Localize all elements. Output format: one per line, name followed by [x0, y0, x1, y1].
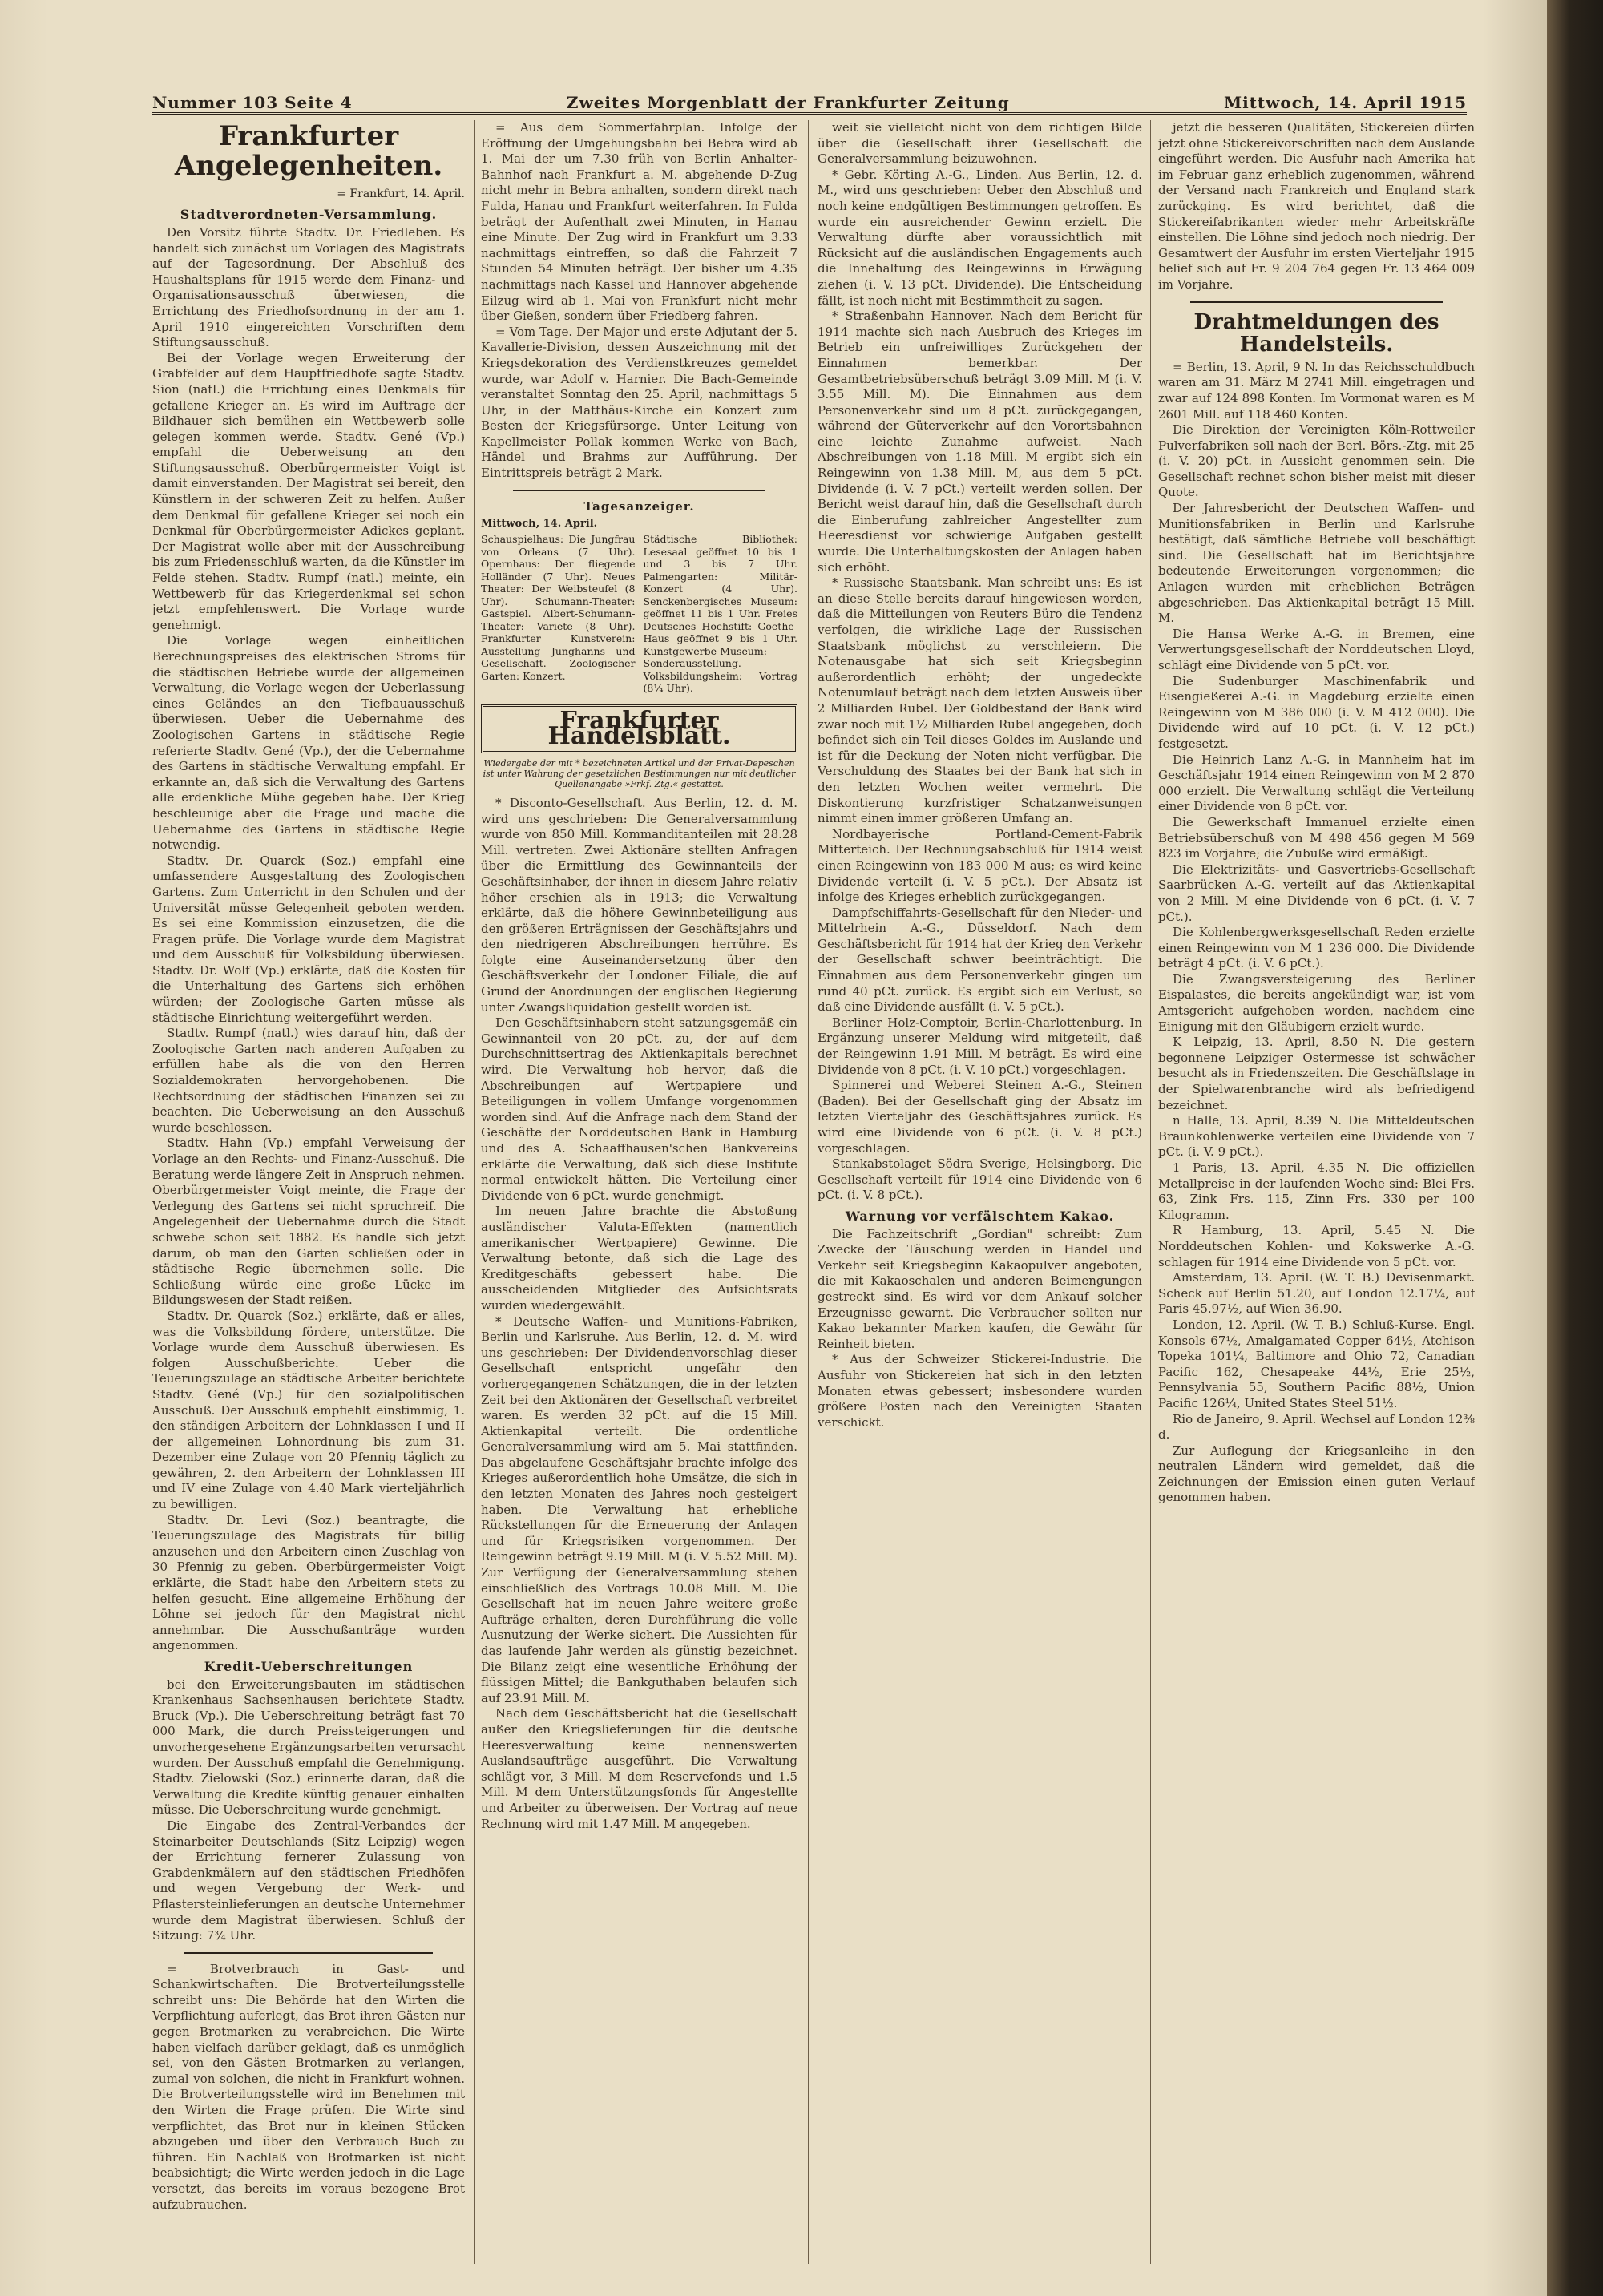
column-frankfurter-angelegenheiten: [152, 120, 465, 2264]
article-paragraph: Spinnerei und Weberei Steinen A.-G., Steinen (Baden). Bei der Gesellschaft ging der Absatz im letzten Vierteljahr des Geschäftsjahres zurück. Es wird eine Dividende von 6 pCt. (i. V. 8 pCt.) vorgeschlagen.: [818, 1078, 1142, 1156]
section-title: Drahtmeldungen des Handelsteils.: [1193, 309, 1439, 357]
article-paragraph: Der Jahresbericht der Deutschen Waffen- und Munitionsfabriken in Berlin und Karlsruhe bestätigt, daß sämtliche Betriebe voll beschäftigt sind. Die Gesellschaft hat im Berichtsjahre bedeutende Erweiterungen vorgenommen; die Anlagen wurden mit erheblichen Beträgen abgeschrieben. Das Aktienkapital beträgt 15 Mill. M.: [1158, 501, 1475, 626]
article-paragraph: jetzt die besseren Qualitäten, Stickereien dürfen jetzt ohne Stickereivorschriften nach dem Auslande eingeführt werden. Die Ausfuhr nach Amerika hat im Februar ganz erheblich zugenommen, während der Versand nach Frankreich und England stark zurückging. Es wird berichtet, daß die Stickereifabrikanten wieder mehr Arbeitskräfte einstellen. Die Löhne sind jedoch noch niedrig. Der Gesamtwert der Ausfuhr im ersten Vierteljahr 1915 belief sich auf Fr. 9 204 764 gegen Fr. 13 464 009 im Vorjahre.: [1158, 120, 1475, 292]
issue-date: Mittwoch, 14. April 1915: [1223, 93, 1467, 112]
article-paragraph: Stadtv. Dr. Quarck (Soz.) empfahl eine umfassendere Ausgestaltung des Zoologischen Gartens. Zum Unterricht in den Schulen und der Universität müsse Gelegenheit geboten werden. Es sei eine Kommission einzusetzen, die die Fragen prüfe. Die Vorlage wurde dem Magistrat und dem Ausschuß für Volksbildung überwiesen. Stadtv. Dr. Wolf (Vp.) erklärte, daß die Kosten für die Unterhaltung des Gartens sich erhöhen würden; der Zoologische Garten müsse als städtische Einrichtung weitergeführt werden.: [152, 853, 465, 1025]
article-paragraph: * Gebr. Körting A.-G., Linden. Aus Berlin, 12. d. M., wird uns geschrieben: Ueber den Abschluß und noch keine endgültigen Bestimmungen getroffen. Es wurde ein ausreichender Gewinn erzielt. Die Verwaltung dürfte aber voraussichtlich mit Rücksicht auf die ausländischen Engagements auch die Innehaltung des Reingewinns in Erwägung ziehen (i. V. 13 pCt. Dividende). Die Entscheidung fällt, ist noch nicht mit Bestimmtheit zu sagen.: [818, 167, 1142, 308]
article-paragraph: K Leipzig, 13. April, 8.50 N. Die gestern begonnene Leipziger Ostermesse ist schwächer besucht als in Friedenszeiten. Die Geschäftslage in der Spielwarenbranche wird als befriedigend bezeichnet.: [1158, 1035, 1475, 1112]
article-paragraph: Die Eingabe des Zentral-Verbandes der Steinarbeiter Deutschlands (Sitz Leipzig) wegen der Errichtung fernerer Zulassung von Grabdenkmälern auf den städtischen Friedhöfen und wegen Vergebung der Werk- und Pflastersteinlieferungen an deutsche Unternehmer wurde dem Magistrat überwiesen. Schluß der Sitzung: 7¾ Uhr.: [152, 1818, 465, 1943]
article-paragraph: * Disconto-Gesellschaft. Aus Berlin, 12. d. M. wird uns geschrieben: Die Generalversammlung wurde von 850 Mill. Kommanditanteilen mit 28.28 Mill. vertreten. Zwei Aktionäre stellten Anfragen über die Ermittlung des Gewinnanteils der Geschäftsinhaber, der ihnen in diesem Jahre relativ höher erschien als in 1913; die Verwaltung erklärte, daß die höhere Gewinnbeteiligung aus den größeren Erträgnissen der Geschäftsjahrs und den niedrigeren Abschreibungen herrühre. Es folgte eine Auseinandersetzung über den Geschäftsverkehr der Londoner Filiale, die auf Grund der Anordnungen der englischen Regierung unter Zwangsliquidation gestellt worden ist.: [481, 795, 797, 1015]
tagesanzeiger-listing: [481, 533, 797, 695]
article-paragraph: Die Kohlenbergwerksgesellschaft Reden erzielte einen Reingewinn von M 1 236 000. Die Dividende beträgt 4 pCt. (i. V. 6 pCt.).: [1158, 925, 1475, 971]
article-paragraph: Den Vorsitz führte Stadtv. Dr. Friedleben. Es handelt sich zunächst um Vorlagen des Magistrats auf der Tagesordnung. Der Abschluß des Haushaltsplans für 1915 werde dem Finanz- und Organisationsausschuß überwiesen, die Errichtung des Friedhofsordnung in der am 1. April 1910 eingereichten Vorschriften dem Stiftungsausschuß.: [152, 224, 465, 350]
article-paragraph: Die Zwangsversteigerung des Berliner Eispalastes, die bereits angekündigt war, ist vom Amtsgericht aufgehoben worden, nachdem eine Einigung mit den Gläubigern erzielt wurde.: [1158, 971, 1475, 1034]
article-paragraph: Stadtv. Hahn (Vp.) empfahl Verweisung der Vorlage an den Rechts- und Finanz-Ausschuß. Die Beratung werde längere Zeit in Anspruch nehmen. Oberbürgermeister Voigt meinte, die Frage der Verlegung des Gartens sei nicht spruchreif. Die Angelegenheit der Uebernahme durch die Stadt schwebe schon seit 1882. Es handle sich jetzt darum, ob man den Garten schließen oder in städtische Regie übernehmen solle. Die Schließung würde eine große Lücke im Bildungswesen der Stadt reißen.: [152, 1136, 465, 1308]
tagesanzeiger-right: Städtische Bibliothek: Lesesaal geöffnet 10 bis 1 und 3 bis 7 Uhr. Palmengarten: Militär-Konzert (4 Uhr). Senckenbergisches Museum: geöffnet 11 bis 1 Uhr. Freies Deutsches Hochstift: Goethe-Haus geöffnet 9 bis 1 Uhr. Kunstgewerbe-Museum: Sonderausstellung. Volksbildungsheim: Vortrag (8¼ Uhr).: [643, 533, 797, 695]
article-paragraph: = Vom Tage. Der Major und erste Adjutant der 5. Kavallerie-Division, dessen Auszeichnung mit der Kriegsdekoration des Verdienstkreuzes gemeldet wurde, war Adolf v. Harnier. Die Bach-Gemeinde veranstaltet Sonntag den 25. April, nachmittags 5 Uhr, in der Matthäus-Kirche ein Konzert zum Besten der Kriegsfürsorge. Unter Leitung von Kapellmeister Pollak kommen Werke von Bach, Händel und Brahms zur Aufführung. Der Eintrittspreis beträgt 2 Mark.: [481, 324, 797, 481]
article-paragraph: Die Heinrich Lanz A.-G. in Mannheim hat im Geschäftsjahr 1914 einen Reingewinn von M 2 870 000 erzielt. Die Verwaltung schlägt die Verteilung einer Dividende von 8 pCt. vor.: [1158, 752, 1475, 814]
article-paragraph: Stadtv. Rumpf (natl.) wies darauf hin, daß der Zoologische Garten nach anderen Aufgaben zu erfüllen habe als die von den Herren Sozialdemokraten hervorgehobenen. Die Rechtsordnung der städtischen Finanzen sei zu beachten. Die Ueberweisung an den Ausschuß wurde beschlossen.: [152, 1026, 465, 1135]
article-paragraph: * Aus der Schweizer Stickerei-Industrie. Die Ausfuhr von Stickereien hat sich in den letzten Monaten etwas gebessert; insbesondere wurden größere Posten nach den Vereinigten Staaten verschickt.: [818, 1352, 1142, 1430]
article-paragraph: Die Vorlage wegen einheitlichen Berechnungspreises des elektrischen Stroms für die städtischen Betriebe wurde der allgemeinen Verwaltung, die Vorlage wegen der Ueberlassung eines Geländes an den Tiefbauausschuß überwiesen. Ueber die Uebernahme des Zoologischen Gartens in städtische Regie referierte Stadtv. Gené (Vp.), der die Uebernahme des Gartens in städtische Verwaltung empfahl. Er erkannte an, daß sich die Verwaltung des Gartens alle erdenkliche Mühe gegeben habe. Der Krieg beschleunige aber die Frage und mache die Uebernahme des Gartens in städtische Regie notwendig.: [152, 633, 465, 853]
column-local-news-and-handelsblatt: [481, 120, 797, 2264]
article-paragraph: Bei der Vorlage wegen Erweiterung der Grabfelder auf dem Hauptfriedhofe sagte Stadtv. Sion (natl.) die Errichtung eines Denkmals für gefallene Krieger an. Es wird im Auftrage der Bildhauer sich bemühen ein Wettbewerb solle gelegen kommen werde. Stadtv. Gené (Vp.) empfahl die Ueberweisung an den Stiftungsausschuß. Oberbürgermeister Voigt ist damit einverstanden. Der Magistrat sei bereit, den Künstlern in der schweren Zeit zu helfen. Außer dem Denkmal für gefallene Krieger sei noch ein Denkmal für Oberbürgermeister Adickes geplant. Der Magistrat wolle aber mit der Ausschreibung bis zum Friedensschluß warten, da die Künstler im Felde stehen. Stadtv. Rumpf (natl.) meinte, ein Wettbewerb für das Kriegerdenkmal sei schon jetzt empfehlenswert. Die Vorlage wurde genehmigt.: [152, 350, 465, 632]
column-drahtmeldungen: [1158, 120, 1475, 2264]
article-paragraph: Rio de Janeiro, 9. April. Wechsel auf London 12⅜ d.: [1158, 1411, 1475, 1443]
column-divider: [474, 120, 475, 2264]
article-paragraph: = Berlin, 13. April, 9 N. In das Reichsschuldbuch waren am 31. März M 2741 Mill. eingetragen und zwar auf 124 898 Konten. Im Vormonat waren es M 2601 Mill. auf 118 460 Konten.: [1158, 359, 1475, 422]
article-subhead: Kredit-Ueberschreitungen: [204, 1659, 414, 1674]
tagesanzeiger-date: Mittwoch, 14. April.: [481, 518, 598, 531]
article-paragraph: R Hamburg, 13. April, 5.45 N. Die Norddeutschen Kohlen- und Kokswerke A.-G. schlagen für 1914 eine Dividende von 5 pCt. vor.: [1158, 1223, 1475, 1269]
article-subhead: Stadtverordneten-Versammlung.: [180, 207, 438, 223]
section-rule: [184, 1952, 433, 1954]
column-company-reports: [818, 120, 1142, 2264]
article-paragraph: 1 Paris, 13. April, 4.35 N. Die offiziellen Metallpreise in der laufenden Woche sind: Blei Frs. 63, Zink Frs. 115, Zinn Frs. 330 per 100 Kilogramm.: [1158, 1160, 1475, 1222]
article-paragraph: Die Fachzeitschrift „Gordian" schreibt: Zum Zwecke der Täuschung werden in Handel und Verkehr seit Kriegsbeginn Kakaopulver angeboten, die mit Kakaoschalen und anderen Beimengungen gestreckt sind. Es wird vor dem Ankauf solcher Erzeugnisse gewarnt. Die Verbraucher sollten nur Kakao bekannter Marken kaufen, die Gewähr für Reinheit bieten.: [818, 1226, 1142, 1351]
article-subhead: Warnung vor verfälschtem Kakao.: [845, 1208, 1115, 1224]
tagesanzeiger-left: Schauspielhaus: Die Jungfrau von Orleans (7 Uhr). Opernhaus: Der fliegende Holländer (7 Uhr). Neues Theater: Der Weibsteufel (8 Uhr). Schumann-Theater: Gastspiel. Albert-Schumann-Theater: Variete (8 Uhr). Frankfurter Kunstverein: Ausstellung Junghanns und Gesellschaft. Zoologischer Garten: Konzert.: [481, 533, 636, 682]
article-paragraph: Nordbayerische Portland-Cement-Fabrik Mitterteich. Der Rechnungsabschluß für 1914 weist einen Reingewinn von 183 000 M aus; es wird keine Dividende verteilt (i. V. 5 pCt.). Der Absatz ist infolge des Krieges erheblich zurückgegangen.: [818, 826, 1142, 905]
article-paragraph: Dampfschiffahrts-Gesellschaft für den Nieder- und Mittelrhein A.-G., Düsseldorf. Nach dem Geschäftsbericht für 1914 hat der Krieg den Verkehr der Gesellschaft schwer beeinträchtigt. Die Einnahmen aus dem Personenverkehr gingen um rund 40 pCt. zurück. Es ergibt sich ein Verlust, so daß eine Dividende ausfällt (i. V. 5 pCt.).: [818, 905, 1142, 1015]
article-paragraph: Stadtv. Dr. Levi (Soz.) beantragte, die Teuerungszulage des Magistrats für billig anzusehen und den Arbeitern einen Zuschlag von 30 Pfennig zu geben. Oberbürgermeister Voigt erklärte, die Stadt habe den Arbeitern stets zu helfen gesucht. Eine allgemeine Erhöhung der Löhne sei jedoch für den Magistrat nicht annehmbar. Die Ausschußanträge wurden angenommen.: [152, 1512, 465, 1653]
issue-page-number: Nummer 103 Seite 4: [152, 93, 353, 112]
article-paragraph: London, 12. April. (W. T. B.) Schluß-Kurse. Engl. Konsols 67½, Amalgamated Copper 64½, Atchison Topeka 101¼, Baltimore and Ohio 72, Canadian Pacific 162, Chesapeake 44½, Erie 25½, Pennsylvania 55, Southern Pacific 88½, Union Pacific 126¼, United States Steel 51½.: [1158, 1317, 1475, 1410]
article-paragraph: Den Geschäftsinhabern steht satzungsgemäß ein Gewinnanteil von 20 pCt. zu, der auf dem Durchschnittsertrag des Aktienkapitals berechnet wird. Die Verwaltung hob hervor, daß die Abschreibungen auf Wertpapiere und Beteiligungen in vollem Umfange vorgenommen worden sind. Auf die Anfrage nach dem Stand der Geschäfte der Norddeutschen Bank in Hamburg und des A. Schaaffhausen'schen Bankvereins erklärte die Verwaltung, daß sich diese Institute normal entwickelt hätten. Die Verteilung einer Dividende von 6 pCt. wurde genehmigt.: [481, 1015, 797, 1203]
article-paragraph: Im neuen Jahre brachte die Abstoßung ausländischer Valuta-Effekten (namentlich amerikanischer Wertpapiere) Gewinne. Die Verwaltung betonte, daß sich die Lage des Kreditgeschäfts gebessert habe. Die ausscheidenden Mitglieder des Aufsichtsrats wurden wiedergewählt.: [481, 1204, 797, 1313]
column-divider: [1150, 120, 1151, 2264]
article-paragraph: * Deutsche Waffen- und Munitions-Fabriken, Berlin und Karlsruhe. Aus Berlin, 12. d. M. wird uns geschrieben: Der Dividendenvorschlag dieser Gesellschaft entspricht ungefähr den vorhergegangenen Schätzungen, die in der letzten Zeit bei den Aktionären der Gesellschaft verbreitet waren. Es werden 32 pCt. auf die 15 Mill. Aktienkapital verteilt. Die ordentliche Generalversammlung wird am 5. Mai stattfinden. Das abgelaufene Geschäftsjahr brachte infolge des Krieges außerordentlich hohe Umsätze, die sich in den letzten Monaten des Jahres noch gesteigert haben. Die Verwaltung hat erhebliche Rückstellungen für die Erneuerung der Anlagen und für Kriegsrisiken vorgenommen. Der Reingewinn beträgt 9.19 Mill. M (i. V. 5.52 Mill. M). Zur Verfügung der Generalversammlung stehen einschließlich des Vortrags 10.08 Mill. M. Die Gesellschaft hat im neuen Jahre weitere große Aufträge erhalten, deren Durchführung die volle Ausnutzung der Werke sichert. Die Aussichten für das laufende Jahr werden als günstig bezeichnet. Die Bilanz zeigt eine wesentliche Erhöhung der flüssigen Mittel; die Bankguthaben belaufen sich auf 23.91 Mill. M.: [481, 1313, 797, 1705]
article-paragraph: * Russische Staatsbank. Man schreibt uns: Es ist an diese Stelle bereits darauf hingewiesen worden, daß die Mitteilungen von Reuters Büro die Tendenz verfolgen, die wirkliche Lage der Russischen Staatsbank möglichst zu verschleiern. Die Notenausgabe hat sich seit Kriegsbeginn außerordentlich erhöht; der ungedeckte Notenumlauf beträgt nach dem letzten Ausweis über 2 Milliarden Rubel. Der Goldbestand der Bank wird zwar noch mit 1½ Milliarden Rubel angegeben, doch befindet sich ein Teil dieses Goldes im Auslande und ist für die Deckung der Noten nicht verfügbar. Die Verschuldung des Staates bei der Bank hat sich in den letzten Wochen weiter vermehrt. Die Diskontierung kurzfristiger Schatzanweisungen nimmt einen immer größeren Umfang an.: [818, 575, 1142, 826]
section-rule: [1190, 301, 1443, 303]
handelsblatt-title: Frankfurter Handelsblatt.: [481, 704, 797, 753]
article-paragraph: Berliner Holz-Comptoir, Berlin-Charlottenburg. In Ergänzung unserer Meldung wird mitgeteilt, daß der Reingewinn 1.91 Mill. M beträgt. Es wird eine Dividende von 8 pCt. (i. V. 10 pCt.) vorgeschlagen.: [818, 1015, 1142, 1077]
article-paragraph: Die Hansa Werke A.-G. in Bremen, eine Verwertungsgesellschaft der Norddeutschen Lloyd, schlägt eine Dividende von 5 pCt. vor.: [1158, 626, 1475, 672]
dateline: = Frankfurt, 14. April.: [337, 187, 465, 200]
running-head: [152, 80, 1467, 112]
header-rule: [152, 112, 1467, 115]
article-paragraph: bei den Erweiterungsbauten im städtischen Krankenhaus Sachsenhausen berichtete Stadtv. Bruck (Vp.). Die Ueberschreitung beträgt fast 70 000 Mark, die durch Preissteigerungen und unvorhergesehene Ergänzungsarbeiten verursacht wurden. Der Ausschuß empfahl die Genehmigung. Stadtv. Zielowski (Soz.) erinnerte daran, daß die Verwaltung die Kredite künftig genauer einhalten müsse. Die Ueberschreitung wurde genehmigt.: [152, 1677, 465, 1818]
article-paragraph: * Straßenbahn Hannover. Nach dem Bericht für 1914 machte sich nach Ausbruch des Krieges im Betrieb ein unfreiwilliges Zurückgehen der Einnahmen bemerkbar. Der Gesamtbetriebsüberschuß beträgt 3.09 Mill. M (i. V. 3.55 Mill. M). Die Einnahmen aus dem Personenverkehr sind um 8 pCt. zurückgegangen, während der Güterverkehr auf den Vorortsbahnen eine leichte Zunahme aufweist. Nach Abschreibungen von 1.18 Mill. M ergibt sich ein Reingewinn von 1.38 Mill. M, aus dem 5 pCt. Dividende (i. V. 7 pCt.) verteilt werden sollen. Der Bericht weist darauf hin, daß die Gesellschaft durch die Einberufung zahlreicher Angestellter zum Heeresdienst vor schwierige Aufgaben gestellt wurde. Die Unterhaltungskosten der Anlagen haben sich erhöht.: [818, 309, 1142, 575]
article-paragraph: Nach dem Geschäftsbericht hat die Gesellschaft außer den Kriegslieferungen für die deutsche Heeresverwaltung keine nennenswerten Auslandsaufträge ausgeführt. Die Verwaltung schlägt vor, 3 Mill. M dem Reservefonds und 1.5 Mill. M dem Unterstützungsfonds für Angestellte und Arbeiter zu überweisen. Der Vortrag auf neue Rechnung wird mit 1.47 Mill. M angegeben.: [481, 1706, 797, 1831]
article-paragraph: Die Sudenburger Maschinenfabrik und Eisengießerei A.-G. in Magdeburg erzielte einen Reingewinn von M 386 000 (i. V. M 412 000). Die Dividende wird auf 10 pCt. (i. V. 12 pCt.) festgesetzt.: [1158, 673, 1475, 751]
section-title: Frankfurter Angelegenheiten.: [174, 120, 443, 183]
newspaper-masthead: Zweites Morgenblatt der Frankfurter Zeitung: [566, 93, 1010, 112]
article-paragraph: weit sie vielleicht nicht von dem richtigen Bilde über die Gesellschaft ihrer Gesellschaft die Generalversammlung beizuwohnen.: [818, 120, 1142, 167]
article-paragraph: Die Elektrizitäts- und Gasvertriebs-Gesellschaft Saarbrücken A.-G. verteilt auf das Aktienkapital von 2 Mill. M eine Dividende von 6 pCt. (i. V. 7 pCt.).: [1158, 862, 1475, 924]
article-paragraph: = Aus dem Sommerfahrplan. Infolge der Eröffnung der Umgehungsbahn bei Bebra wird ab 1. Mai der um 7.30 früh von Berlin Anhalter-Bahnhof nach Frankfurt a. M. abgehende D-Zug nicht mehr in Bebra anhalten, sondern direkt nach Fulda, Hanau und Frankfurt weiterfahren. In Fulda beträgt der Aufenthalt zwei Minuten, in Hanau eine Minute. Der Zug wird in Frankfurt um 3.33 nachmittags eintreffen, so daß die Fahrzeit 7 Stunden 54 Minuten beträgt. Der bisher um 4.35 nachmittags nach Kassel und Hannover abgehende Eilzug wird ab 1. Mai von Frankfurt nicht mehr über Gießen, sondern über Friedberg fahren.: [481, 120, 797, 324]
article-paragraph: Stadtv. Dr. Quarck (Soz.) erklärte, daß er alles, was die Volksbildung fördere, unterstütze. Die Vorlage wurde dem Ausschuß überwiesen. Es folgen Ausschußberichte. Ueber die Teuerungszulage an städtische Arbeiter berichtete Stadtv. Gené (Vp.) für den sozialpolitischen Ausschuß. Der Ausschuß empfiehlt einstimmig, 1. den ständigen Arbeitern der Lohnklassen I und II der allgemeinen Lohnordnung bis zum 31. Dezember eine Zulage von 20 Pfennig täglich zu gewähren, 2. den Arbeitern der Lohnklassen III und IV eine Zulage von 4.40 Mark vierteljährlich zu bewilligen.: [152, 1308, 465, 1512]
handelsblatt-notice: Wiedergabe der mit * bezeichneten Artikel und der Privat-Depeschen ist unter Wahrung der gesetzlichen Bestimmungen nur mit deutlicher Quellenangabe »Frkf. Ztg.« gestattet.: [483, 757, 796, 789]
column-divider: [808, 120, 809, 2264]
book-binding-spine: [1547, 0, 1603, 2296]
article-paragraph: = Brotverbrauch in Gast- und Schankwirtschaften. Die Brotverteilungsstelle schreibt uns: Die Behörde hat den Wirten die Verpflichtung auferlegt, das Brot ihren Gästen nur gegen Brotmarken zu verabreichen. Die Wirte haben vielfach darüber geklagt, daß es unmöglich sei, von den Gästen Brotmarken zu verlangen, zumal von solchen, die nicht in Frankfurt wohnen. Die Brotverteilungsstelle wird im Benehmen mit den Wirten die Frage prüfen. Die Wirte sind verpflichtet, das Brot nur in kleinen Stücken abzugeben und über den Verbrauch Buch zu führen. Ein Nachlaß von Brotmarken ist nicht beabsichtigt; die Wirte werden jedoch in die Lage versetzt, das bereits im voraus bezogene Brot aufzubrauchen.: [152, 1961, 465, 2212]
tagesanzeiger-title: Tagesanzeiger.: [583, 498, 695, 514]
article-paragraph: Stankabstolaget Södra Sverige, Helsingborg. Die Gesellschaft verteilt für 1914 eine Dividende von 6 pCt. (i. V. 8 pCt.).: [818, 1156, 1142, 1203]
article-paragraph: Zur Auflegung der Kriegsanleihe in den neutralen Ländern wird gemeldet, daß die Zeichnungen der Emission einen guten Verlauf genommen haben.: [1158, 1443, 1475, 1505]
article-paragraph: Amsterdam, 13. April. (W. T. B.) Devisenmarkt. Scheck auf Berlin 51.20, auf London 12.17¼, auf Paris 45.97½, auf Wien 36.90.: [1158, 1270, 1475, 1317]
article-paragraph: n Halle, 13. April, 8.39 N. Die Mitteldeutschen Braunkohlenwerke verteilen eine Dividende von 7 pCt. (i. V. 9 pCt.).: [1158, 1113, 1475, 1160]
section-rule: [513, 490, 765, 491]
article-paragraph: Die Direktion der Vereinigten Köln-Rottweiler Pulverfabriken soll nach der Berl. Börs.-Ztg. mit 25 (i. V. 20) pCt. in Aussicht genommen sein. Die Gesellschaft rechnet schon bisher meist mit dieser Quote.: [1158, 422, 1475, 500]
article-paragraph: Die Gewerkschaft Immanuel erzielte einen Betriebsüberschuß von M 498 456 gegen M 569 823 im Vorjahre; die Zubuße wird ermäßigt.: [1158, 814, 1475, 862]
